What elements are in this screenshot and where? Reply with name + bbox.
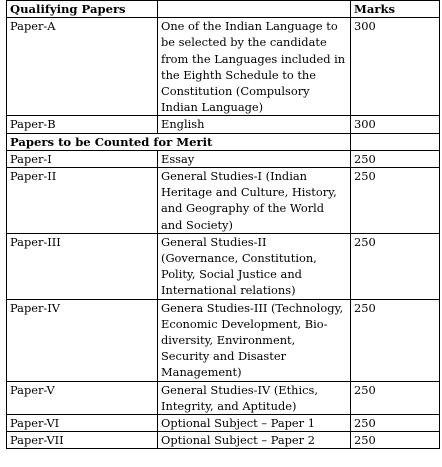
subject-cell: General Studies-I (Indian Heritage and Culture, History, and Geography of the World and Society): [158, 168, 351, 234]
subject-cell: Optional Subject – Paper 2: [158, 432, 351, 449]
subject-cell: General Studies-II (Governance, Constitution, Polity, Social Justice and International relations): [158, 233, 351, 299]
subject-cell: English: [158, 116, 351, 133]
papers-table-container: [6, 0, 439, 449]
header-marks: Marks: [351, 1, 440, 18]
subject-cell: One of the Indian Language to be selected by the candidate from the Languages included in the Eighth Schedule to the Constitution (Compulsory Indian Language): [158, 18, 351, 116]
section-empty-cell: [351, 133, 440, 150]
paper-cell: Paper-VII: [7, 432, 158, 449]
marks-cell: 250: [351, 415, 440, 432]
subject-cell: Genera Studies-III (Technology, Economic Development, Bio-diversity, Environment, Security and Disaster Management): [158, 299, 351, 381]
table-row: [7, 168, 440, 234]
table-row: [7, 381, 440, 414]
marks-cell: 250: [351, 381, 440, 414]
header-qualifying-papers: Qualifying Papers: [7, 1, 158, 18]
paper-cell: Paper-V: [7, 381, 158, 414]
marks-cell: 250: [351, 299, 440, 381]
paper-cell: Paper-II: [7, 168, 158, 234]
header-subject: [158, 1, 351, 18]
table-row: [7, 432, 440, 449]
table-row: [7, 116, 440, 133]
papers-marks-table: [6, 0, 440, 449]
marks-cell: 250: [351, 150, 440, 167]
table-row: [7, 18, 440, 116]
merit-section-title: Papers to be Counted for Merit: [7, 133, 351, 150]
paper-cell: Paper-I: [7, 150, 158, 167]
marks-cell: 250: [351, 233, 440, 299]
section-header-row: [7, 133, 440, 150]
paper-cell: Paper-III: [7, 233, 158, 299]
subject-cell: Optional Subject – Paper 1: [158, 415, 351, 432]
marks-cell: 300: [351, 18, 440, 116]
subject-cell: Essay: [158, 150, 351, 167]
table-header-row: [7, 1, 440, 18]
marks-cell: 300: [351, 116, 440, 133]
table-row: [7, 233, 440, 299]
subject-cell: General Studies-IV (Ethics, Integrity, and Aptitude): [158, 381, 351, 414]
table-row: [7, 150, 440, 167]
paper-cell: Paper-B: [7, 116, 158, 133]
paper-cell: Paper-A: [7, 18, 158, 116]
paper-cell: Paper-VI: [7, 415, 158, 432]
table-row: [7, 299, 440, 381]
marks-cell: 250: [351, 432, 440, 449]
table-row: [7, 415, 440, 432]
paper-cell: Paper-IV: [7, 299, 158, 381]
marks-cell: 250: [351, 168, 440, 234]
